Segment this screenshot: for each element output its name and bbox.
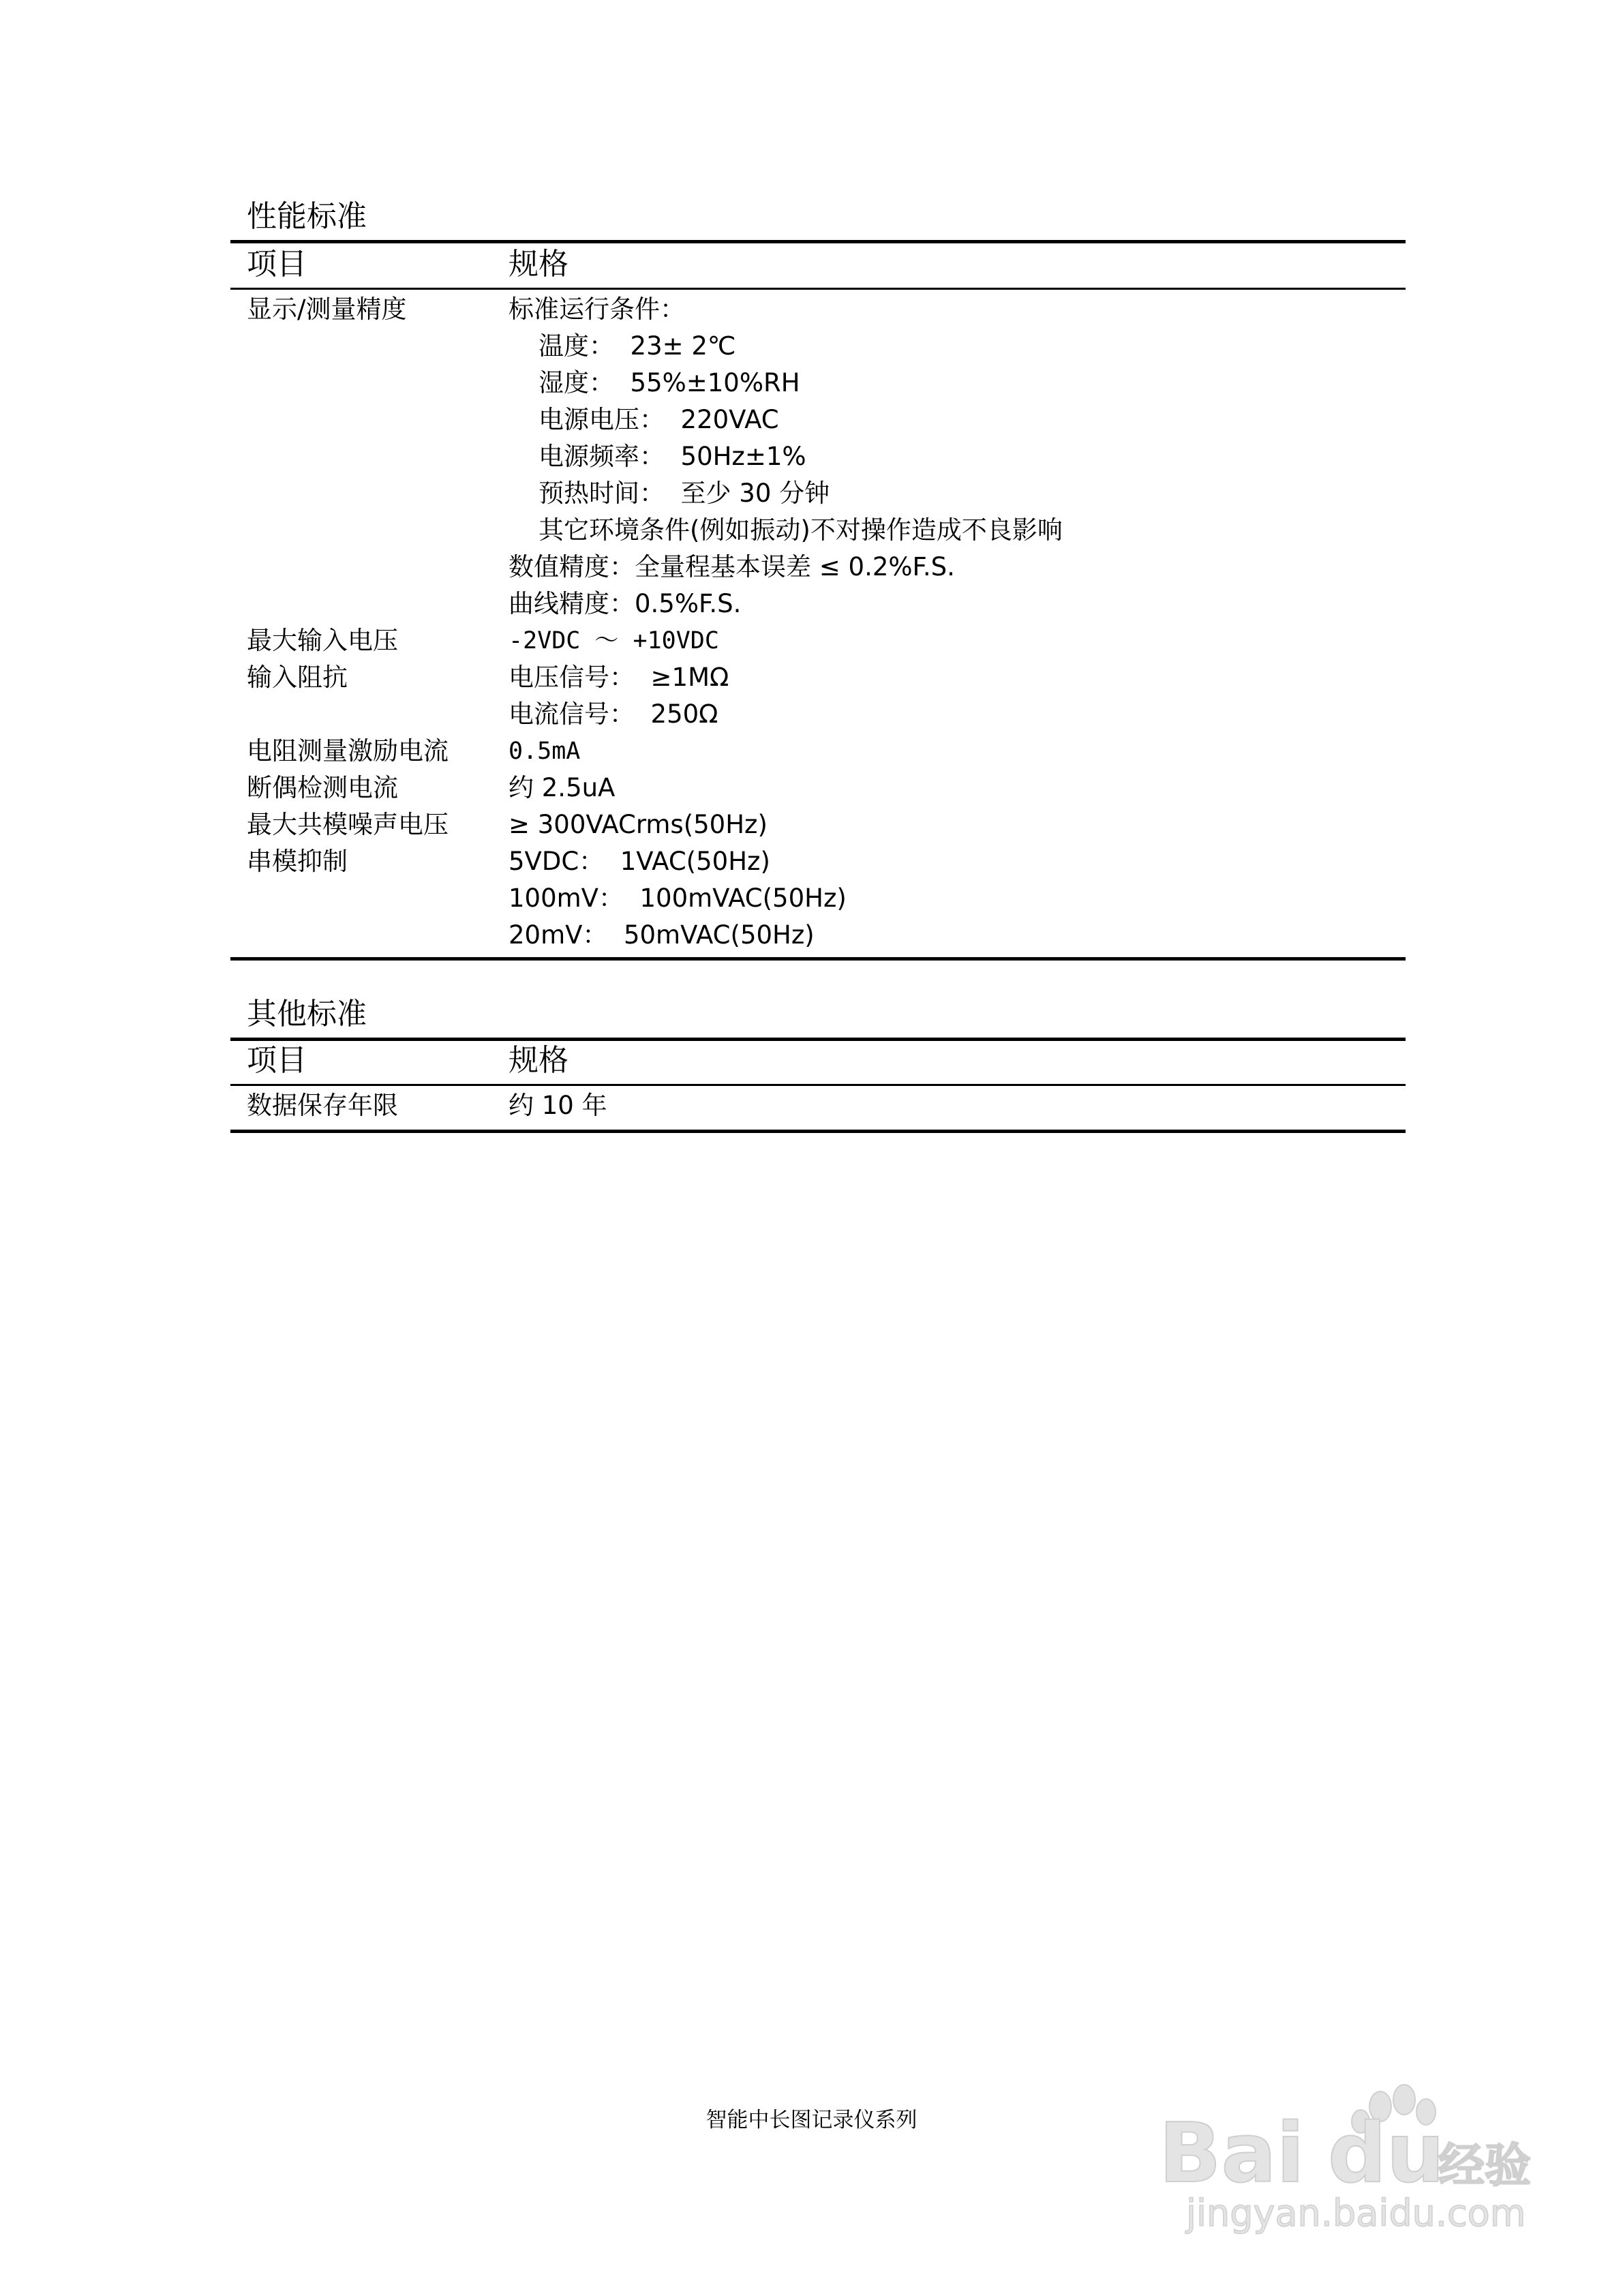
spec-line: 电源电压： 220VAC xyxy=(539,405,779,434)
page-footer: 智能中长图记录仪系列 xyxy=(706,2108,917,2132)
spec-line: 数值精度：全量程基本误差 ≤ 0.2%F.S. xyxy=(509,552,955,581)
row-value: ≥ 300VACrms(50Hz) xyxy=(509,810,768,839)
spec-line: 预热时间： 至少 30 分钟 xyxy=(539,479,830,508)
column-header-item: 项目 xyxy=(247,247,307,282)
table-top-rule xyxy=(230,1038,1406,1041)
column-header-spec: 规格 xyxy=(509,247,568,282)
svg-text:经验: 经验 xyxy=(1438,2139,1532,2193)
row-label: 输入阻抗 xyxy=(247,663,348,692)
row-value: 约 10 年 xyxy=(509,1091,607,1120)
header-rule xyxy=(230,288,1406,290)
row-label: 显示/测量精度 xyxy=(247,294,407,324)
row-label: 数据保存年限 xyxy=(247,1091,398,1120)
spec-line: 20mV： 50mVAC(50Hz) xyxy=(509,920,815,950)
row-label: 最大输入电压 xyxy=(247,626,398,655)
performance-section-title: 性能标准 xyxy=(247,199,367,234)
baidu-jingyan-watermark-logo xyxy=(1159,2079,1541,2236)
spec-line: 5VDC： 1VAC(50Hz) xyxy=(509,847,770,876)
spec-line: 电压信号： ≥1MΩ xyxy=(509,663,729,692)
spec-line: 湿度： 55%±10%RH xyxy=(539,368,800,397)
row-value: -2VDC ～ +10VDC xyxy=(509,627,719,654)
table-bottom-rule xyxy=(230,957,1406,961)
spec-line: 温度： 23± 2℃ xyxy=(539,331,736,361)
table-bottom-rule xyxy=(230,1130,1406,1133)
spec-line: 其它环境条件(例如振动)不对操作造成不良影响 xyxy=(539,515,1063,545)
row-label: 断偶检测电流 xyxy=(247,773,398,802)
row-value: 0.5mA xyxy=(509,738,581,765)
row-label: 电阻测量激励电流 xyxy=(247,736,449,766)
other-section-title: 其他标准 xyxy=(247,997,367,1031)
spec-line: 曲线精度：0.5%F.S. xyxy=(509,589,742,618)
svg-text:jingyan.baidu.com: jingyan.baidu.com xyxy=(1186,2192,1526,2235)
header-rule xyxy=(230,1084,1406,1086)
table-top-rule xyxy=(230,240,1406,243)
spec-line: 标准运行条件： xyxy=(509,294,685,324)
row-value: 约 2.5uA xyxy=(509,773,616,802)
spec-line: 电流信号： 250Ω xyxy=(509,699,718,729)
spec-line: 100mV： 100mVAC(50Hz) xyxy=(509,883,847,913)
column-header-spec: 规格 xyxy=(509,1043,568,1078)
spec-line: 电源频率： 50Hz±1% xyxy=(539,442,806,471)
row-label: 最大共模噪声电压 xyxy=(247,810,449,839)
svg-text:Bai: Bai xyxy=(1159,2106,1305,2201)
svg-text:du: du xyxy=(1328,2106,1445,2201)
row-label: 串模抑制 xyxy=(247,847,348,876)
column-header-item: 项目 xyxy=(247,1043,307,1078)
